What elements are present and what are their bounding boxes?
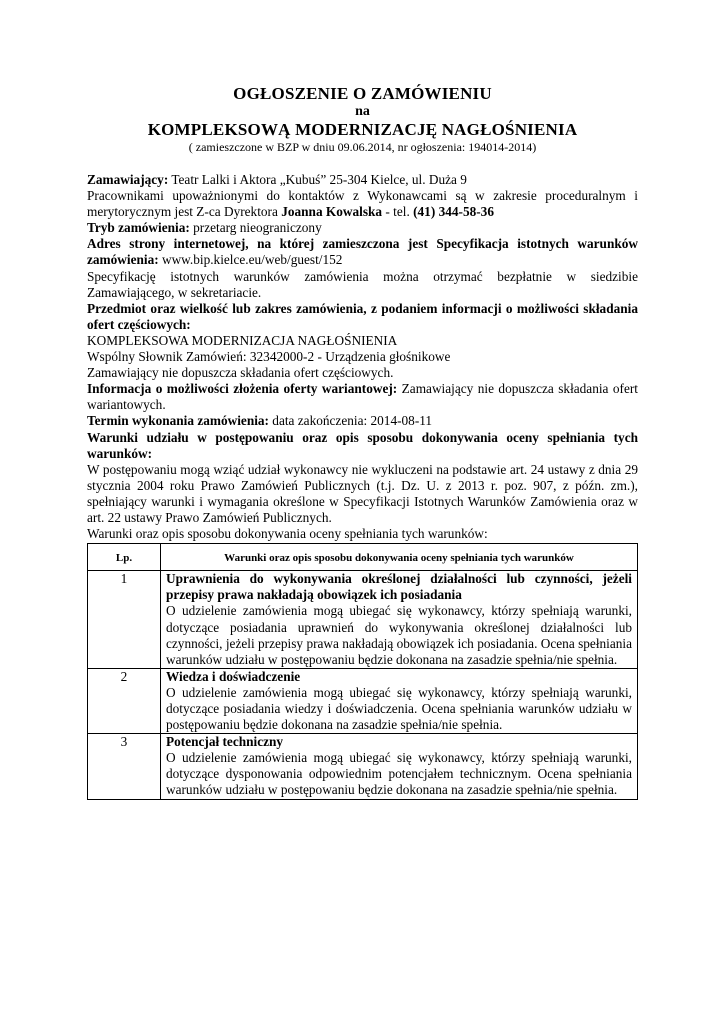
contact-tel-prefix: - tel. — [382, 204, 414, 220]
specyfikacja-paragraph: Specyfikację istotnych warunków zamówienia można otrzymać bezpłatnie w siedzibie Zamawiającego, w sekretariacie. — [87, 268, 638, 300]
adres-paragraph — [87, 236, 638, 268]
contact-text: Pracownikami upoważnionymi do kontaktów z Wykonawcami są w zakresie proceduralnym i merytorycznym jest Z-ca Dyrektora — [87, 188, 638, 220]
table-row — [88, 668, 638, 733]
przedmiot-label: Przedmiot oraz wielkość lub zakres zamówienia, z podaniem informacji o możliwości składania ofert częściowych: — [87, 300, 638, 332]
table-row — [88, 571, 638, 669]
wariant-value: Zamawiający nie dopuszcza składania ofert wariantowych. — [87, 381, 638, 413]
table-row — [88, 734, 638, 799]
table-header-conditions: Warunki oraz opis sposobu dokonywania oceny spełniania tych warunków — [161, 544, 638, 571]
tryb-paragraph — [87, 220, 638, 236]
title-connector: na — [355, 104, 370, 119]
slownik-paragraph: Wspólny Słownik Zamówień: 32342000-2 - Urządzenia głośnikowe — [87, 349, 451, 365]
adres-label: Adres strony internetowej, na której zamieszczona jest Specyfikacja istotnych warunków zamówienia: — [87, 236, 638, 268]
document-title: OGŁOSZENIE O ZAMÓWIENIU — [233, 84, 492, 103]
zamawiajacy-value: Teatr Lalki i Aktora „Kubuś” 25-304 Kielce, ul. Duża 9 — [168, 172, 467, 187]
row-text: O udzielenie zamówienia mogą ubiegać się wykonawcy, którzy spełniają warunki, dotyczące posiadania uprawnień do wykonywania określonej działalności lub czynności, jeżeli przepisy prawa nakładają obowiązek ich posiadania. Ocena spełniania warunków udziału w postępowaniu będzie dokonana na zasadzie spełnia/nie spełnia. — [166, 603, 632, 667]
zamawiajacy-paragraph — [87, 172, 638, 188]
contact-paragraph — [87, 188, 638, 220]
wariant-label: Informacja o możliwości złożenia oferty wariantowej: — [87, 381, 398, 397]
wariant-paragraph — [87, 381, 638, 413]
tryb-label: Tryb zamówienia: — [87, 220, 190, 236]
warunki-label: Warunki udziału w postępowaniu oraz opis sposobu dokonywania oceny spełniania tych warunków: — [87, 429, 638, 461]
publication-info: ( zamieszczone w BZP w dniu 09.06.2014, nr ogłoszenia: 194014-2014) — [188, 140, 537, 154]
row-content — [161, 734, 638, 799]
table-header-row — [88, 544, 638, 571]
przedmiot-name: KOMPLEKSOWA MODERNIZACJA NAGŁOŚNIENIA — [87, 332, 398, 348]
row-text: O udzielenie zamówienia mogą ubiegać się wykonawcy, którzy spełniają warunki, dotyczące posiadania wiedzy i doświadczenia. Ocena spełniania warunków udziału w postępowaniu będzie dokonana na zasadzie spełnia/nie spełnia. — [166, 684, 632, 733]
row-content — [161, 571, 638, 669]
document-page — [87, 84, 638, 800]
row-number: 1 — [88, 571, 161, 669]
contact-tel: (41) 344-58-36 — [413, 204, 494, 220]
termin-label: Termin wykonania zamówienia: — [87, 413, 269, 429]
tryb-value: przetarg nieograniczony — [189, 220, 322, 236]
warunki-intro: Warunki oraz opis sposobu dokonywania oceny spełniania tych warunków: — [87, 526, 488, 542]
conditions-table — [87, 543, 638, 799]
row-title: Wiedza i doświadczenie — [166, 668, 301, 684]
adres-link[interactable]: www.bip.kielce.eu/web/guest/152 — [158, 252, 343, 268]
termin-paragraph — [87, 413, 638, 429]
warunki-paragraph: W postępowaniu mogą wziąć udział wykonawcy nie wykluczeni na podstawie art. 24 ustawy z dnia 29 stycznia 2004 roku Prawo Zamówień Publicznych (t.j. Dz. U. z 2013 r. poz. 907, z późn. zm.), spełniający warunki i wymagania określone w Specyfikacji Istotnych Warunków Zamówienia oraz w art. 22 ustawy Prawo Zamówień Publicznych. — [87, 461, 638, 525]
document-subject: KOMPLEKSOWĄ MODERNIZACJĘ NAGŁOŚNIENIA — [147, 120, 578, 139]
row-content — [161, 668, 638, 733]
table-header-lp: Lp. — [88, 544, 161, 571]
row-text: O udzielenie zamówienia mogą ubiegać się wykonawcy, którzy spełniają warunki, dotyczące dysponowania odpowiednim potencjałem technicznym. Ocena spełniania warunków udziału w postępowaniu będzie dokonana na zasadzie spełnia/nie spełnia. — [166, 750, 632, 798]
row-title: Uprawnienia do wykonywania określonej działalności lub czynności, jeżeli przepisy prawa nakładają obowiązek ich posiadania — [166, 571, 632, 603]
czesciowe-paragraph: Zamawiający nie dopuszcza składania ofert częściowych. — [87, 365, 394, 381]
row-number: 3 — [88, 734, 161, 799]
termin-value: data zakończenia: 2014-08-11 — [268, 413, 433, 429]
contact-name: Joanna Kowalska — [281, 204, 383, 220]
zamawiajacy-label: Zamawiający: — [87, 172, 169, 187]
row-number: 2 — [88, 668, 161, 733]
row-title: Potencjał techniczny — [166, 734, 284, 750]
